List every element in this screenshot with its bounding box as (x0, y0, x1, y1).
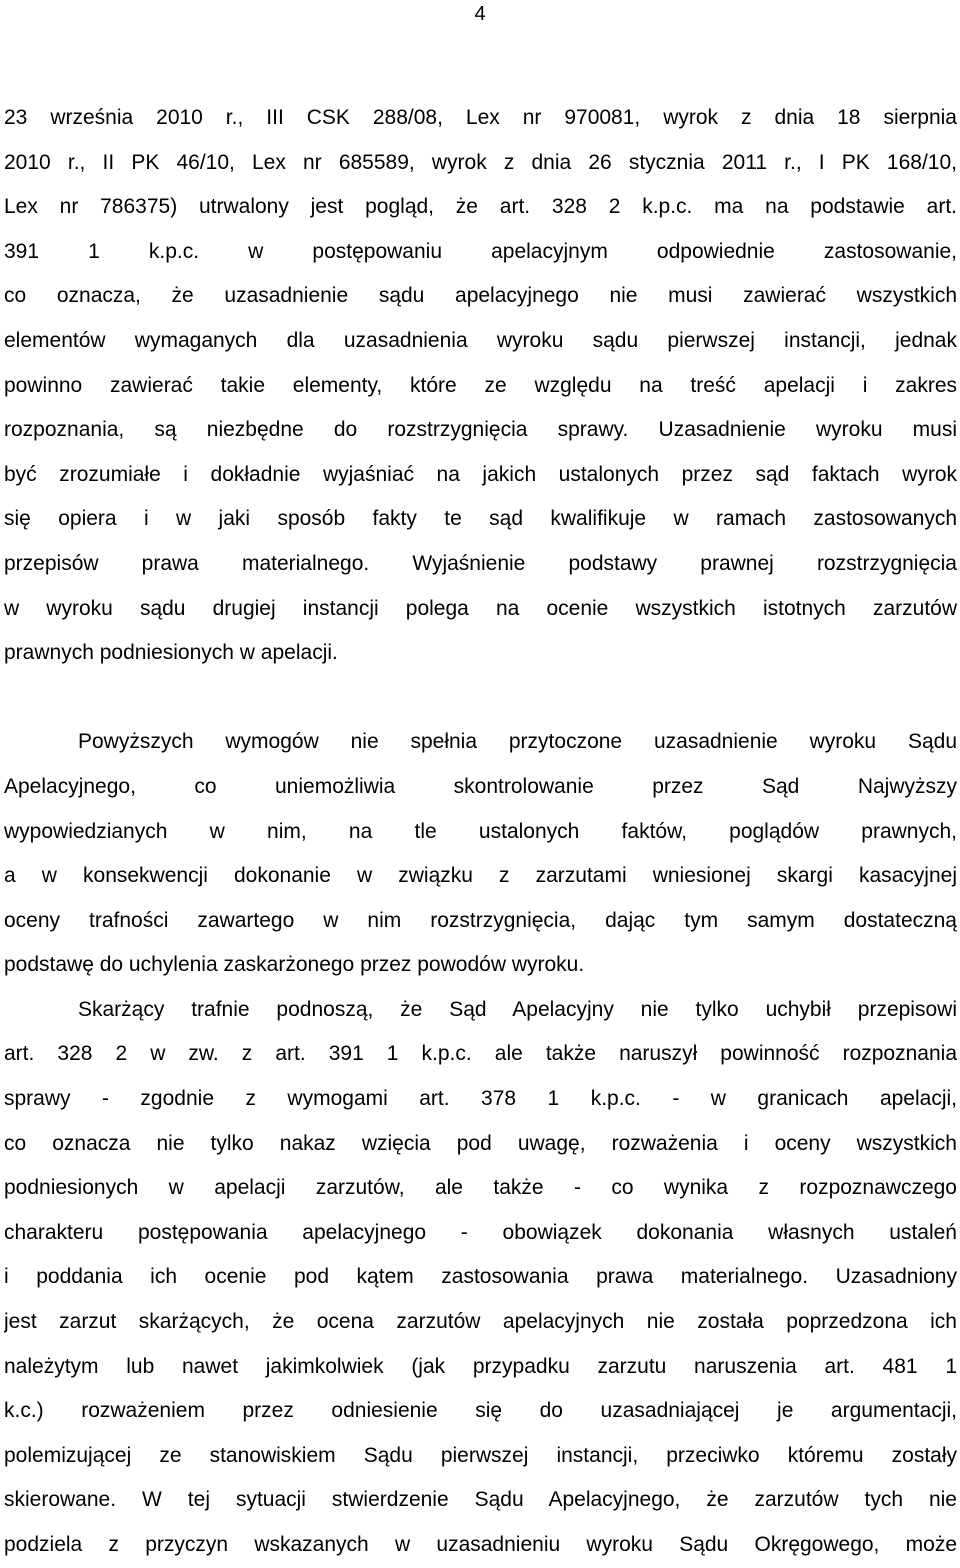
text-line: art. 328 2 w zw. z art. 391 1 k.p.c. ale także naruszył powinność rozpoznania (4, 1042, 957, 1066)
text-line: co oznacza nie tylko nakaz wzięcia pod uwagę, rozważenia i oceny wszystkich (4, 1131, 957, 1155)
paragraph (4, 720, 957, 988)
text-line: k.c.) rozważeniem przez odniesienie się do uzasadniającej je argumentacji, (4, 1399, 957, 1423)
text-line: podniesionych w apelacji zarzutów, ale także - co wynika z rozpoznawczego (4, 1176, 957, 1200)
page-number: 4 (474, 3, 486, 25)
text-line: podstawę do uchylenia zaskarżonego przez powodów wyroku. (4, 953, 585, 977)
text-line: być zrozumiałe i dokładnie wyjaśniać na jakich ustalonych przez sąd faktach wyrok (4, 462, 957, 486)
text-line: Lex nr 786375) utrwalony jest pogląd, że art. 328 2 k.p.c. ma na podstawie art. (4, 195, 957, 219)
text-line: a w konsekwencji dokonanie w związku z zarzutami wniesionej skargi kasacyjnej (4, 864, 957, 888)
text-line: wypowiedzianych w nim, na tle ustalonych faktów, poglądów prawnych, (4, 819, 957, 843)
text-line: 391 1 k.p.c. w postępowaniu apelacyjnym odpowiednie zastosowanie, (4, 239, 957, 263)
text-line: skierowane. W tej sytuacji stwierdzenie Sądu Apelacyjnego, że zarzutów tych nie (4, 1488, 957, 1512)
text-line: elementów wymaganych dla uzasadnienia wyroku sądu pierwszej instancji, jednak (4, 328, 957, 352)
text-line: rozpoznania, są niezbędne do rozstrzygnięcia sprawy. Uzasadnienie wyroku musi (4, 418, 957, 442)
text-line: przepisów prawa materialnego. Wyjaśnienie podstawy prawnej rozstrzygnięcia (4, 551, 957, 575)
text-line: 2010 r., II PK 46/10, Lex nr 685589, wyrok z dnia 26 stycznia 2011 r., I PK 168/10, (4, 150, 957, 174)
text-line: i poddania ich ocenie pod kątem zastosowania prawa materialnego. Uzasadniony (4, 1265, 957, 1289)
paragraph (4, 96, 957, 676)
text-line: sprawy - zgodnie z wymogami art. 378 1 k.p.c. - w granicach apelacji, (4, 1087, 957, 1111)
text-line: polemizującej ze stanowiskiem Sądu pierwszej instancji, przeciwko któremu zostały (4, 1443, 957, 1467)
text-line: charakteru postępowania apelacyjnego - obowiązek dokonania własnych ustaleń (4, 1220, 957, 1244)
text-line: prawnych podniesionych w apelacji. (4, 641, 338, 665)
text-line: Apelacyjnego, co uniemożliwia skontrolowanie przez Sąd Najwyższy (4, 774, 957, 798)
paragraph-spacer (4, 676, 957, 721)
text-line: co oznacza, że uzasadnienie sądu apelacyjnego nie musi zawierać wszystkich (4, 284, 957, 308)
document-body (4, 96, 957, 1568)
text-line: się opiera i w jaki sposób fakty te sąd kwalifikuje w ramach zastosowanych (4, 507, 957, 531)
text-line: oceny trafności zawartego w nim rozstrzygnięcia, dając tym samym dostateczną (4, 908, 957, 932)
text-line: w wyroku sądu drugiej instancji polega na ocenie wszystkich istotnych zarzutów (4, 596, 957, 620)
text-line: podziela z przyczyn wskazanych w uzasadnieniu wyroku Sądu Okręgowego, może (4, 1533, 957, 1556)
text-line: Powyższych wymogów nie spełnia przytoczone uzasadnienie wyroku Sądu (78, 730, 957, 754)
text-line: należytym lub nawet jakimkolwiek (jak przypadku zarzutu naruszenia art. 481 1 (4, 1354, 957, 1378)
text-line: Skarżący trafnie podnoszą, że Sąd Apelacyjny nie tylko uchybił przepisowi (78, 997, 957, 1021)
text-line: jest zarzut skarżących, że ocena zarzutów apelacyjnych nie została poprzedzona ich (4, 1310, 957, 1334)
text-line: powinno zawierać takie elementy, które ze względu na treść apelacji i zakres (4, 373, 957, 397)
text-line: 23 września 2010 r., III CSK 288/08, Lex nr 970081, wyrok z dnia 18 sierpnia (4, 106, 957, 129)
paragraph (4, 988, 957, 1568)
